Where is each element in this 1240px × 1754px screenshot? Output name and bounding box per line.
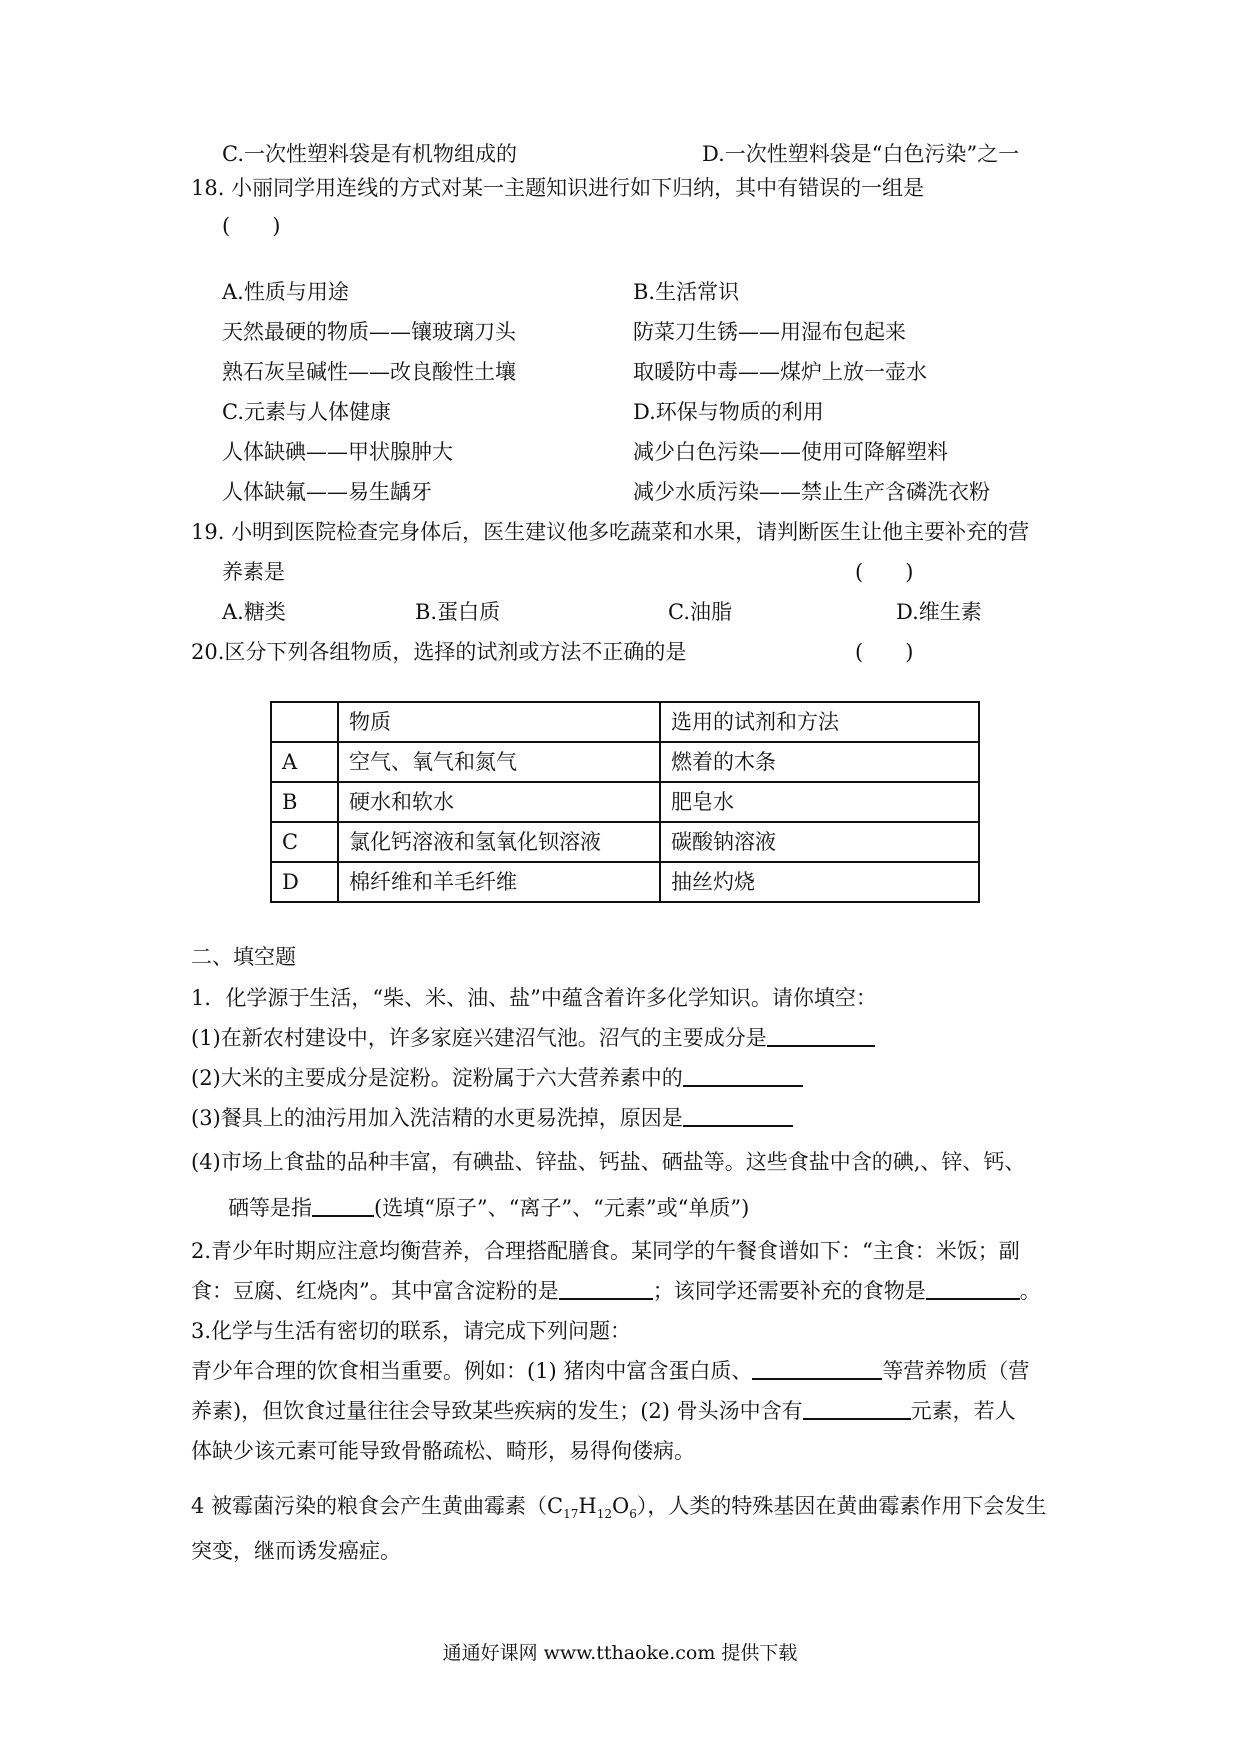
q18-d-line1: 减少白色污染——使用可降解塑料 [633, 440, 948, 464]
q18-a-title: A.性质与用途 [222, 280, 349, 304]
formula-subscript: 17 [563, 1507, 579, 1522]
table-row [271, 782, 979, 822]
table-row [271, 742, 979, 782]
fill-q3-line2 [191, 1397, 1016, 1425]
q19-option-a: A.糖类 [222, 600, 286, 624]
q18-c-title: C.元素与人体健康 [222, 400, 391, 424]
formula-subscript: 6 [629, 1507, 637, 1522]
fill-q1-part1 [191, 1024, 875, 1052]
table-header-row [271, 702, 979, 742]
q18-a-line2: 熟石灰呈碱性——改良酸性土壤 [222, 360, 516, 384]
q19-option-d: D.维生素 [896, 600, 982, 624]
fill-q2-line2-pre: 食：豆腐、红烧肉”。其中富含淀粉的是 [191, 1279, 559, 1303]
q18-b-line2: 取暖防中毒——煤炉上放一壶水 [633, 360, 927, 384]
q19-paren: ( ) [855, 560, 914, 584]
fill-q1-part4: (4)市场上食盐的品种丰富，有碘盐、锌盐、钙盐、硒盐等。这些食盐中含的碘,、锌、钙、 [191, 1150, 1026, 1174]
answer-blank[interactable] [683, 1105, 793, 1127]
table-cell: 肥皂水 [660, 782, 979, 822]
fill-q1-stem: 1．化学源于生活，“柴、米、油、盐”中蕴含着许多化学知识。请你填空： [191, 986, 877, 1010]
fill-q4-line2: 突变，继而诱发癌症。 [191, 1539, 401, 1563]
q18-stem: 18. 小丽同学用连线的方式对某一主题知识进行如下归纳，其中有错误的一组是 [191, 176, 925, 200]
answer-blank[interactable] [752, 1358, 882, 1380]
q18-d-line2: 减少水质污染——禁止生产含磷洗衣粉 [633, 480, 990, 504]
fill-q2-line2 [191, 1277, 1041, 1305]
fill-q1-part4-post: (选填“原子”、“离子”、“元素”或“单质”) [374, 1196, 750, 1220]
fill-q1-part1-text: (1)在新农村建设中，许多家庭兴建沼气池。沼气的主要成分是 [191, 1026, 767, 1050]
q18-c-line1: 人体缺碘——甲状腺肿大 [222, 440, 453, 464]
fill-q1-part3-text: (3)餐具上的油污用加入洗洁精的水更易洗掉，原因是 [191, 1106, 683, 1130]
answer-blank[interactable] [926, 1278, 1020, 1300]
q18-b-line1: 防菜刀生锈——用湿布包起来 [633, 320, 906, 344]
fill-q2-line2-end: 。 [1019, 1279, 1041, 1303]
table-cell: 氯化钙溶液和氢氧化钡溶液 [338, 822, 660, 862]
fill-q1-part4-cont [228, 1194, 749, 1222]
formula-element: H [578, 1494, 597, 1518]
q19-option-c: C.油脂 [668, 600, 732, 624]
q19-stem-cont: 养素是 [222, 560, 285, 584]
answer-blank[interactable] [312, 1195, 374, 1217]
q18-b-title: B.生活常识 [633, 280, 740, 304]
table-cell: A [271, 742, 338, 782]
q18-paren: ( ) [222, 214, 281, 238]
q18-d-title: D.环保与物质的利用 [633, 400, 824, 424]
table-cell: C [271, 822, 338, 862]
table-cell: 碳酸钠溶液 [660, 822, 979, 862]
q20-table [270, 701, 980, 903]
fill-q3-line1-pre: 青少年合理的饮食相当重要。例如：(1) 猪肉中富含蛋白质、 [191, 1359, 753, 1383]
table-row [271, 822, 979, 862]
fill-q3-line1 [191, 1357, 1029, 1385]
table-header-cell: 物质 [338, 702, 660, 742]
answer-blank[interactable] [683, 1065, 803, 1087]
formula-element: O [612, 1494, 630, 1518]
fill-q2-line1: 2.青少年时期应注意均衡营养，合理搭配膳食。某同学的午餐食谱如下：“主食：米饭；副 [191, 1239, 1020, 1263]
table-cell: 抽丝灼烧 [660, 862, 979, 902]
formula-subscript: 12 [596, 1507, 612, 1522]
q20-paren: ( ) [855, 640, 914, 664]
fill-q3-line1-post: 等营养物质（营 [882, 1359, 1030, 1383]
fill-q3-line2-post: 元素，若人 [910, 1399, 1016, 1423]
table-cell: 硬水和软水 [338, 782, 660, 822]
fill-q1-part3 [191, 1104, 793, 1132]
table-cell: 燃着的木条 [660, 742, 979, 782]
fill-q4-line1 [191, 1492, 1046, 1528]
fill-q1-part2-text: (2)大米的主要成分是淀粉。淀粉属于六大营养素中的 [191, 1066, 683, 1090]
fill-q4-post: ），人类的特殊基因在黄曲霉素作用下会发生 [636, 1494, 1047, 1518]
answer-blank[interactable] [559, 1278, 653, 1300]
fill-q3-line3: 体缺少该元素可能导致骨骼疏松、畸形，易得佝偻病。 [191, 1439, 695, 1463]
table-cell: 空气、氧气和氮气 [338, 742, 660, 782]
fill-q1-part4-pre: 硒等是指 [228, 1196, 312, 1220]
q20-stem: 20.区分下列各组物质，选择的试剂或方法不正确的是 [191, 640, 687, 664]
q19-option-b: B.蛋白质 [415, 600, 501, 624]
fill-q2-line2-mid: ；该同学还需要补充的食物是 [652, 1279, 926, 1303]
fill-q1-part2 [191, 1064, 803, 1092]
answer-blank[interactable] [767, 1025, 875, 1047]
q18-a-line1: 天然最硬的物质——镶玻璃刀头 [222, 320, 516, 344]
fill-q4-pre: 4 被霉菌污染的粮食会产生黄曲霉素（C [191, 1494, 564, 1518]
section-title: 二、填空题 [191, 945, 296, 969]
fill-q3-stem: 3.化学与生活有密切的联系，请完成下列问题： [191, 1319, 632, 1343]
table-cell: B [271, 782, 338, 822]
fill-q3-line2-pre: 养素)，但饮食过量往往会导致某些疾病的发生；(2) 骨头汤中含有 [191, 1399, 803, 1423]
page-footer: 通通好课网 www.tthaoke.com 提供下载 [442, 1642, 798, 1664]
table-cell: 棉纤维和羊毛纤维 [338, 862, 660, 902]
q17-option-c: C.一次性塑料袋是有机物组成的 [222, 142, 517, 166]
q17-option-d: D.一次性塑料袋是“白色污染”之一 [702, 142, 1020, 166]
table-header-cell [271, 702, 338, 742]
table-header-cell: 选用的试剂和方法 [660, 702, 979, 742]
table-row [271, 862, 979, 902]
answer-blank[interactable] [803, 1398, 911, 1420]
table-cell: D [271, 862, 338, 902]
q18-c-line2: 人体缺氟——易生龋牙 [222, 480, 432, 504]
q19-stem: 19. 小明到医院检查完身体后，医生建议他多吃蔬菜和水果，请判断医生让他主要补充的营 [191, 520, 1030, 544]
